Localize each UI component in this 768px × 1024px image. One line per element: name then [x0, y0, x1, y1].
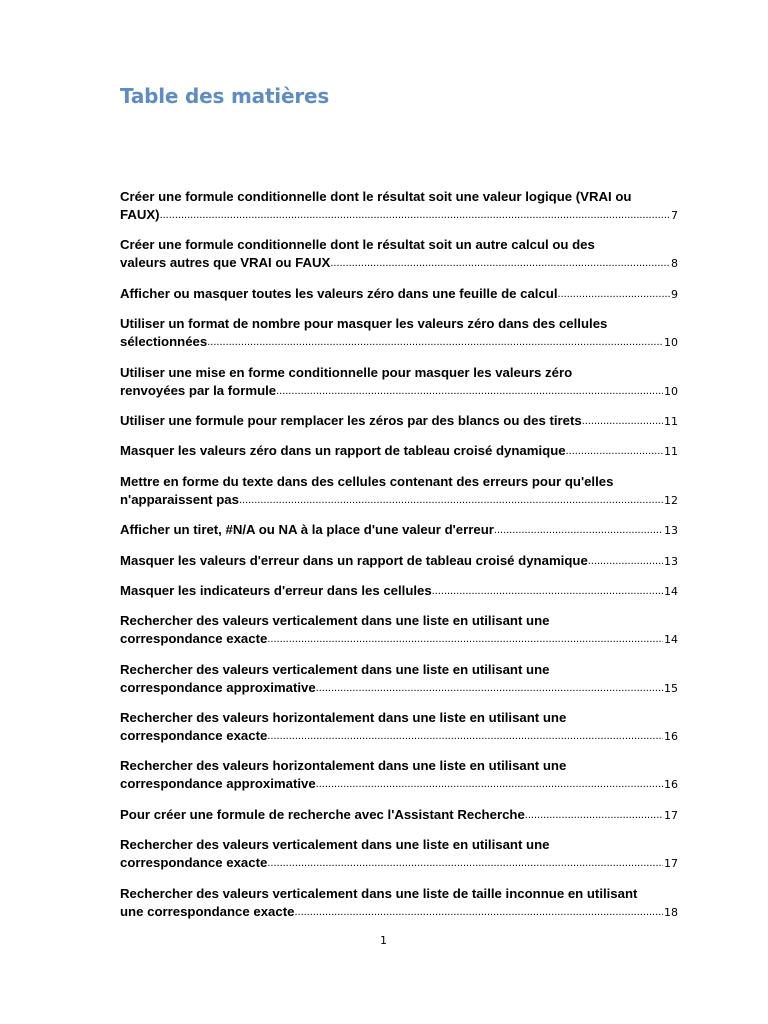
- toc-entry[interactable]: [120, 188, 678, 224]
- toc-entry-title-line2: sélectionnées: [120, 334, 208, 350]
- toc-entry-page-number: 14: [664, 633, 678, 647]
- dot-leader: [330, 256, 670, 270]
- dot-leader: [566, 444, 663, 458]
- toc-entry-title-line1: Rechercher des valeurs verticalement dans une liste en utilisant une: [120, 837, 550, 853]
- dot-leader: [267, 729, 663, 743]
- toc-entry[interactable]: [120, 806, 678, 824]
- toc-entry-page-number: 10: [664, 384, 678, 398]
- toc-entry-title-line2: Afficher un tiret, #N/A ou NA à la place d'une valeur d'erreur: [120, 522, 494, 538]
- toc-entry[interactable]: [120, 412, 678, 430]
- toc-entry-title-line2: correspondance exacte: [120, 631, 268, 647]
- dot-leader: [525, 808, 663, 822]
- toc-entry-title-line1: Rechercher des valeurs verticalement dans une liste de taille inconnue en utilisant: [120, 885, 638, 901]
- dot-leader: [160, 208, 670, 222]
- toc-entry-title-line2: Masquer les valeurs d'erreur dans un rapport de tableau croisé dynamique: [120, 552, 588, 568]
- toc-entry-page-number: 14: [664, 584, 678, 598]
- dot-leader: [432, 584, 663, 598]
- toc-entry-title-line1: Créer une formule conditionnelle dont le résultat soit une valeur logique (VRAI ou: [120, 189, 632, 204]
- toc-entry-page-number: 11: [664, 414, 678, 428]
- toc-entry-page-number: 13: [664, 524, 678, 538]
- toc-entry-page-number: 15: [664, 681, 678, 695]
- toc-entry-page-number: 16: [664, 778, 678, 792]
- toc-entry-page-number: 16: [664, 730, 678, 744]
- dot-leader: [207, 335, 663, 349]
- toc-entry[interactable]: [120, 315, 678, 351]
- dot-leader: [267, 856, 663, 870]
- toc-entry-title-line2: correspondance approximative: [120, 776, 316, 792]
- dot-leader: [239, 493, 663, 507]
- dot-leader: [294, 905, 663, 919]
- toc-entry[interactable]: [120, 885, 678, 921]
- toc-entry-title-line2: Utiliser une formule pour remplacer les zéros par des blancs ou des tirets: [120, 412, 582, 428]
- dot-leader: [316, 777, 663, 791]
- toc-entry-title-line2: Masquer les valeurs zéro dans un rapport de tableau croisé dynamique: [120, 443, 566, 459]
- toc-entry-title-line2: renvoyées par la formule: [120, 382, 277, 398]
- dot-leader: [316, 681, 663, 695]
- toc-entry-title-line1: Rechercher des valeurs verticalement dans une liste en utilisant une: [120, 661, 550, 677]
- toc-entry[interactable]: [120, 364, 678, 400]
- toc-entry-page-number: 9: [671, 287, 678, 301]
- toc-entry-page-number: 17: [664, 857, 678, 871]
- toc-entry[interactable]: [120, 236, 678, 272]
- toc-entry-page-number: 8: [671, 257, 678, 271]
- toc-entry[interactable]: [120, 582, 678, 600]
- dot-leader: [582, 414, 663, 428]
- toc-entry[interactable]: [120, 661, 678, 697]
- toc-entry-title-line1: Rechercher des valeurs verticalement dans une liste en utilisant une: [120, 613, 550, 629]
- toc-entry-title-line2: valeurs autres que VRAI ou FAUX: [120, 255, 331, 271]
- dot-leader: [558, 287, 670, 301]
- toc-entry-title-line2: correspondance approximative: [120, 679, 316, 695]
- toc-entry-title-line2: correspondance exacte: [120, 728, 268, 744]
- toc-entry-title-line1: Utiliser un format de nombre pour masquer les valeurs zéro dans des cellules: [120, 316, 608, 332]
- toc-entry[interactable]: [120, 285, 678, 303]
- toc-entry-title-line1: Utiliser une mise en forme conditionnelle pour masquer les valeurs zéro: [120, 364, 573, 380]
- toc-entry-title-line2: Afficher ou masquer toutes les valeurs zéro dans une feuille de calcul: [120, 285, 558, 301]
- toc-entry-page-number: 18: [664, 905, 678, 919]
- toc-entry-title-line1: Rechercher des valeurs horizontalement dans une liste en utilisant une: [120, 710, 567, 726]
- toc-entry-title-line1: Mettre en forme du texte dans des cellules contenant des erreurs pour qu'elles: [120, 473, 614, 489]
- page-number: 1: [380, 934, 387, 947]
- table-of-contents: [120, 188, 678, 933]
- toc-entry-title-line2: une correspondance exacte: [120, 903, 295, 919]
- toc-entry[interactable]: [120, 442, 678, 460]
- toc-entry-title-line2: Pour créer une formule de recherche avec l'Assistant Recherche: [120, 806, 525, 822]
- toc-entry[interactable]: [120, 709, 678, 745]
- toc-entry-title-line2: FAUX): [120, 207, 160, 222]
- toc-entry[interactable]: [120, 757, 678, 793]
- toc-entry-title-line1: Créer une formule conditionnelle dont le résultat soit un autre calcul ou des: [120, 237, 595, 253]
- toc-entry[interactable]: [120, 473, 678, 509]
- toc-entry-page-number: 13: [664, 554, 678, 568]
- dot-leader: [588, 554, 663, 568]
- toc-entry-page-number: 10: [664, 336, 678, 350]
- dot-leader: [494, 523, 663, 537]
- toc-entry-page-number: 12: [664, 493, 678, 507]
- toc-entry-title-line2: correspondance exacte: [120, 855, 268, 871]
- dot-leader: [267, 632, 663, 646]
- toc-entry-title-line2: n'apparaissent pas: [120, 491, 239, 507]
- toc-entry-page-number: 17: [664, 808, 678, 822]
- dot-leader: [276, 384, 663, 398]
- toc-entry-page-number: 11: [664, 445, 678, 459]
- toc-entry-title-line1: Rechercher des valeurs horizontalement dans une liste en utilisant une: [120, 758, 567, 774]
- toc-entry[interactable]: [120, 612, 678, 648]
- toc-entry-title-line2: Masquer les indicateurs d'erreur dans les cellules: [120, 582, 432, 598]
- toc-entry[interactable]: [120, 836, 678, 872]
- toc-heading: Table des matières: [120, 84, 330, 108]
- toc-entry[interactable]: [120, 521, 678, 539]
- toc-entry-page-number: 7: [671, 209, 678, 222]
- toc-entry[interactable]: [120, 552, 678, 570]
